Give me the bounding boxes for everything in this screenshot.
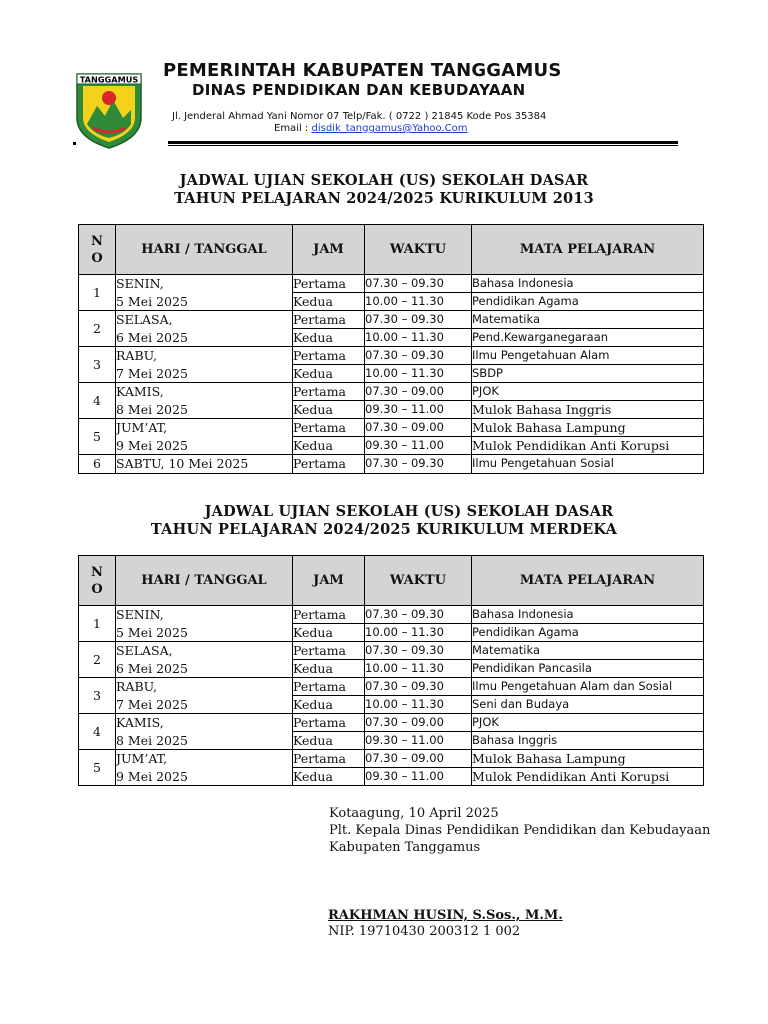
row-date: 7 Mei 2025	[116, 365, 188, 381]
table-row	[79, 606, 704, 624]
government-name: PEMERINTAH KABUPATEN TANGGAMUS	[163, 60, 562, 81]
row-day-date: SABTU, 10 Mei 2025	[116, 455, 293, 474]
schedule-merdeka-table	[78, 555, 704, 786]
schedule-merdeka-title-line1: JADWAL UJIAN SEKOLAH (US) SEKOLAH DASAR	[204, 503, 614, 520]
row-date: 8 Mei 2025	[116, 401, 188, 417]
row-time: 07.30 – 09.00	[365, 750, 472, 768]
row-day: SENIN,	[116, 607, 164, 622]
letterhead-rule-thick	[168, 141, 678, 144]
row-day: JUM’AT,	[116, 751, 168, 766]
tanggamus-regency-emblem	[75, 66, 143, 150]
email-line	[274, 123, 468, 134]
signatory-name: RAKHMAN HUSIN, S.Sos., M.M.	[328, 908, 563, 923]
row-number: 3	[79, 678, 116, 714]
row-subject: Ilmu Pengetahuan Sosial	[472, 455, 704, 474]
row-session: Kedua	[293, 329, 365, 347]
row-session: Kedua	[293, 732, 365, 750]
row-day-date	[116, 311, 293, 347]
row-time: 07.30 – 09.30	[365, 678, 472, 696]
row-date: 8 Mei 2025	[116, 732, 188, 748]
row-subject: Bahasa Inggris	[472, 732, 704, 750]
row-subject: Seni dan Budaya	[472, 696, 704, 714]
row-session: Kedua	[293, 696, 365, 714]
row-date: 7 Mei 2025	[116, 696, 188, 712]
row-time: 07.30 – 09.30	[365, 642, 472, 660]
signatory-position: Plt. Kepala Dinas Pendidikan Pendidikan dan Kebudayaan	[329, 823, 711, 838]
schedule-merdeka-title-line2: TAHUN PELAJARAN 2024/2025 KURIKULUM MERDEKA	[150, 521, 618, 538]
row-date: 9 Mei 2025	[116, 768, 188, 784]
row-time: 07.30 – 09.00	[365, 714, 472, 732]
row-session: Kedua	[293, 768, 365, 786]
row-day-date	[116, 642, 293, 678]
row-time: 09.30 – 11.00	[365, 437, 472, 455]
row-session: Kedua	[293, 365, 365, 383]
row-date: 5 Mei 2025	[116, 624, 188, 640]
row-subject: Pendidikan Agama	[472, 624, 704, 642]
row-time: 10.00 – 11.30	[365, 293, 472, 311]
row-date: 5 Mei 2025	[116, 293, 188, 309]
email-link[interactable]: disdik_tanggamus@Yahoo.Com	[311, 123, 468, 134]
row-day: KAMIS,	[116, 384, 164, 399]
row-day-date	[116, 275, 293, 311]
schedule-merdeka-title	[0, 503, 768, 539]
row-session: Kedua	[293, 660, 365, 678]
table-row	[79, 311, 704, 329]
row-subject: Bahasa Indonesia	[472, 275, 704, 293]
table-row	[79, 275, 704, 293]
row-subject: Pendidikan Pancasila	[472, 660, 704, 678]
schedule-2013-title	[0, 172, 768, 208]
row-date: 6 Mei 2025	[116, 660, 188, 676]
row-session: Kedua	[293, 624, 365, 642]
row-day-date	[116, 750, 293, 786]
row-subject: SBDP	[472, 365, 704, 383]
row-number: 5	[79, 750, 116, 786]
header-jam: JAM	[293, 556, 365, 606]
schedule-2013-title-line2: TAHUN PELAJARAN 2024/2025 KURIKULUM 2013	[174, 190, 594, 207]
row-day-date	[116, 678, 293, 714]
row-number: 6	[79, 455, 116, 474]
row-session: Kedua	[293, 437, 365, 455]
place-date: Kotaagung, 10 April 2025	[329, 806, 499, 821]
table-header-row	[79, 556, 704, 606]
row-time: 07.30 – 09.30	[365, 347, 472, 365]
row-day-date	[116, 606, 293, 642]
row-subject: Mulok Bahasa Lampung	[472, 750, 704, 768]
row-number: 4	[79, 383, 116, 419]
row-number: 1	[79, 275, 116, 311]
header-no: N O	[79, 225, 116, 275]
row-day-date	[116, 383, 293, 419]
office-address: Jl. Jenderal Ahmad Yani Nomor 07 Telp/Fak. ( 0722 ) 21845 Kode Pos 35384	[172, 111, 547, 122]
table-row	[79, 347, 704, 365]
row-time: 07.30 – 09.30	[365, 455, 472, 474]
schedule-merdeka-body	[79, 606, 704, 786]
divider-dot	[73, 142, 76, 145]
row-session: Pertama	[293, 455, 365, 474]
header-no: N O	[79, 556, 116, 606]
row-day: SELASA,	[116, 643, 173, 658]
schedule-2013-body	[79, 275, 704, 474]
row-number: 2	[79, 311, 116, 347]
row-time: 07.30 – 09.00	[365, 419, 472, 437]
row-session: Pertama	[293, 275, 365, 293]
table-row	[79, 714, 704, 732]
row-subject: Ilmu Pengetahuan Alam dan Sosial	[472, 678, 704, 696]
row-day-date	[116, 419, 293, 455]
row-session: Pertama	[293, 714, 365, 732]
logo-text: TANGGAMUS	[79, 74, 139, 85]
header-hari: HARI / TANGGAL	[116, 225, 293, 275]
row-subject: Matematika	[472, 311, 704, 329]
row-session: Pertama	[293, 311, 365, 329]
row-day-date	[116, 347, 293, 383]
row-session: Pertama	[293, 750, 365, 768]
row-day: SELASA,	[116, 312, 173, 327]
table-row	[79, 750, 704, 768]
header-mapel: MATA PELAJARAN	[472, 225, 704, 275]
letterhead-rule-thin	[168, 145, 678, 146]
row-time: 09.30 – 11.00	[365, 768, 472, 786]
email-label: Email :	[274, 123, 309, 134]
row-subject: Mulok Pendidikan Anti Korupsi	[472, 437, 704, 455]
department-name: DINAS PENDIDIKAN DAN KEBUDAYAAN	[192, 81, 526, 99]
row-time: 10.00 – 11.30	[365, 365, 472, 383]
row-subject: Mulok Bahasa Lampung	[472, 419, 704, 437]
row-subject: Matematika	[472, 642, 704, 660]
schedule-2013-title-line1: JADWAL UJIAN SEKOLAH (US) SEKOLAH DASAR	[179, 172, 589, 189]
row-time: 07.30 – 09.30	[365, 275, 472, 293]
row-session: Pertama	[293, 347, 365, 365]
row-day: JUM’AT,	[116, 420, 168, 435]
row-day: KAMIS,	[116, 715, 164, 730]
row-day: RABU,	[116, 679, 157, 694]
row-time: 10.00 – 11.30	[365, 696, 472, 714]
row-date: 6 Mei 2025	[116, 329, 188, 345]
table-row	[79, 383, 704, 401]
header-mapel: MATA PELAJARAN	[472, 556, 704, 606]
row-session: Kedua	[293, 401, 365, 419]
header-waktu: WAKTU	[365, 225, 472, 275]
table-header-row	[79, 225, 704, 275]
row-number: 3	[79, 347, 116, 383]
row-subject: Ilmu Pengetahuan Alam	[472, 347, 704, 365]
row-day-date	[116, 714, 293, 750]
row-day: RABU,	[116, 348, 157, 363]
schedule-2013-table	[78, 224, 704, 474]
row-time: 07.30 – 09.00	[365, 383, 472, 401]
table-row	[79, 678, 704, 696]
signature-block	[329, 805, 710, 856]
row-subject: Mulok Bahasa Inggris	[472, 401, 704, 419]
row-time: 09.30 – 11.00	[365, 401, 472, 419]
row-time: 09.30 – 11.00	[365, 732, 472, 750]
row-date: 9 Mei 2025	[116, 437, 188, 453]
row-session: Pertama	[293, 383, 365, 401]
row-number: 5	[79, 419, 116, 455]
header-waktu: WAKTU	[365, 556, 472, 606]
row-session: Pertama	[293, 419, 365, 437]
row-subject: Pendidikan Agama	[472, 293, 704, 311]
row-time: 10.00 – 11.30	[365, 624, 472, 642]
row-session: Pertama	[293, 606, 365, 624]
row-time: 07.30 – 09.30	[365, 311, 472, 329]
row-subject: Pend.Kewarganegaraan	[472, 329, 704, 347]
row-subject: Mulok Pendidikan Anti Korupsi	[472, 768, 704, 786]
row-subject: Bahasa Indonesia	[472, 606, 704, 624]
table-row	[79, 419, 704, 437]
row-number: 2	[79, 642, 116, 678]
row-day: SENIN,	[116, 276, 164, 291]
table-row	[79, 455, 704, 474]
row-subject: PJOK	[472, 714, 704, 732]
row-session: Kedua	[293, 293, 365, 311]
row-number: 1	[79, 606, 116, 642]
row-time: 10.00 – 11.30	[365, 329, 472, 347]
row-time: 10.00 – 11.30	[365, 660, 472, 678]
row-session: Pertama	[293, 642, 365, 660]
table-row	[79, 642, 704, 660]
header-hari: HARI / TANGGAL	[116, 556, 293, 606]
signatory-nip: NIP. 19710430 200312 1 002	[328, 924, 521, 939]
row-number: 4	[79, 714, 116, 750]
row-session: Pertama	[293, 678, 365, 696]
signatory-region: Kabupaten Tanggamus	[329, 840, 481, 855]
row-time: 07.30 – 09.30	[365, 606, 472, 624]
row-subject: PJOK	[472, 383, 704, 401]
header-jam: JAM	[293, 225, 365, 275]
